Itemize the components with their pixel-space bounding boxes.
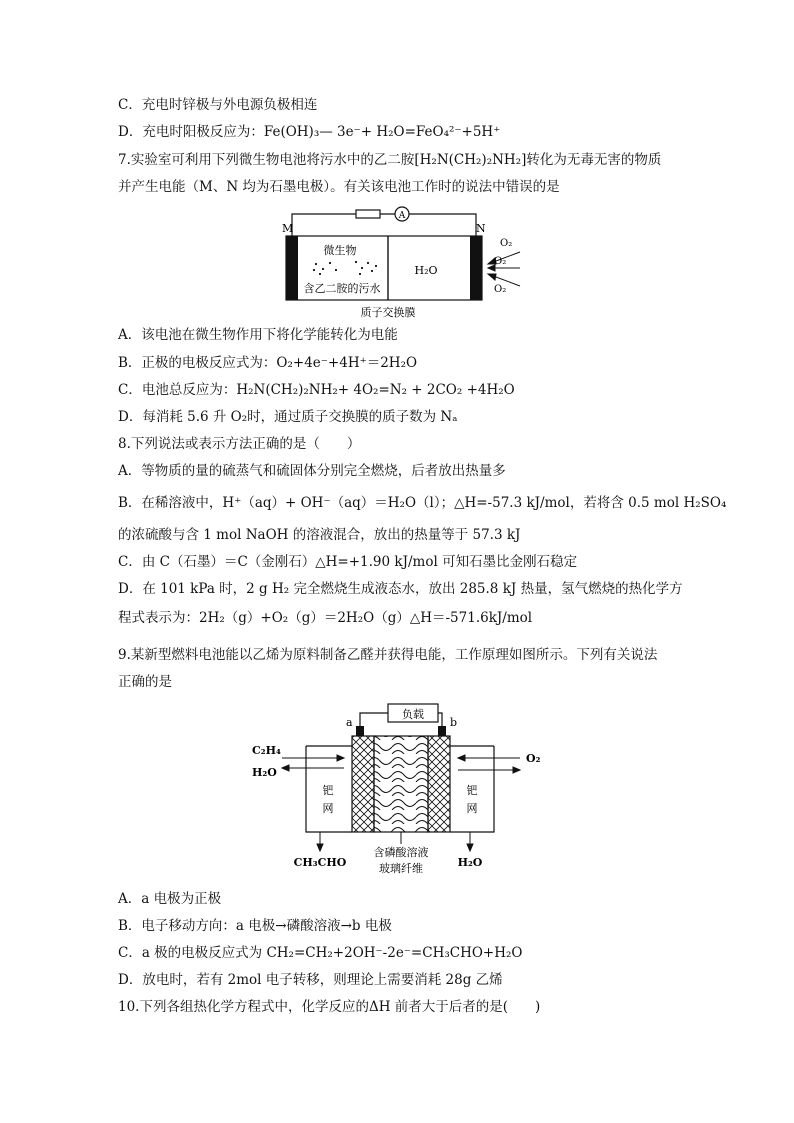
q9-pd-left-1: 钯	[322, 784, 334, 797]
q9-electrode-a-label: a	[346, 716, 353, 729]
q7-o2-label3: O₂	[494, 284, 507, 295]
q7-electrode-n-label: N	[476, 222, 486, 235]
q9-stem-line1: 9.某新型燃料电池能以乙烯为原料制备乙醛并获得电能，工作原理如图所示。下列有关说法	[118, 647, 658, 663]
q9-pd-right-1: 钯	[466, 784, 478, 797]
q7-wire	[292, 214, 476, 238]
q9-pd-left-2: 网	[322, 802, 334, 815]
q7-electrode-m	[286, 236, 298, 300]
q7-option-b: B．正极的电极反应式为：O₂+4e⁻+4H⁺＝2H₂O	[118, 355, 418, 371]
q9-in-right-o2: O₂	[526, 752, 541, 765]
q9-terminal-b	[438, 726, 446, 736]
q7-ammeter-label: A	[398, 211, 406, 221]
q9-electrolyte-label2: 玻璃纤维	[379, 862, 423, 875]
q7-right-label: H₂O	[414, 264, 438, 277]
q7-option-d: D．每消耗 5.6 升 O₂时，通过质子交换膜的质子数为 Nₐ	[118, 409, 458, 425]
q9-electrode-b-label: b	[450, 716, 458, 729]
q7-resistor	[356, 210, 380, 218]
q9-option-d: D．放电时，若有 2mol 电子转移，则理论上需要消耗 28g 乙烯	[118, 972, 503, 988]
q6-option-d: D．充电时阳极反应为：Fe(OH)₃— 3e⁻+ H₂O=FeO₄²⁻+5H⁺	[118, 124, 501, 140]
q8-option-c: C．由 C（石墨）＝C（金刚石）△H=+1.90 kJ/mol 可知石墨比金刚石稳定	[118, 554, 578, 570]
q9-in-left-c2h4: C₂H₄	[252, 744, 281, 757]
q9-option-a: A．a 电极为正极	[118, 891, 222, 907]
q9-load-label: 负载	[402, 708, 424, 721]
q9-electrolyte-label1: 含磷酸溶液	[373, 846, 429, 859]
q9-left-arrows	[282, 755, 344, 771]
q7-stem-line2: 并产生电能（M、N 均为石墨电极）。有关该电池工作时的说法中错误的是	[118, 179, 560, 195]
q9-cathode-pd	[428, 736, 450, 832]
q8-option-b-line2: 的浓硫酸与含 1 mol NaOH 的溶液混合，放出的热量等于 57.3 kJ	[118, 527, 521, 543]
q9-outlet-left	[317, 832, 323, 851]
q9-terminal-a	[356, 726, 364, 736]
q7-electrode-n	[470, 236, 482, 300]
q9-in-left-h2o: H₂O	[252, 766, 277, 779]
q7-figure-microbial-cell	[276, 200, 536, 322]
q9-figure-fuel-cell	[248, 698, 558, 880]
q9-stem-line2: 正确的是	[118, 674, 172, 690]
q6-option-c: C．充电时锌极与外电源负极相连	[118, 97, 318, 113]
q9-outlet-right	[467, 832, 473, 851]
q7-o2-label1: O₂	[500, 238, 513, 249]
q9-anode-pd	[352, 736, 374, 832]
q9-option-c: C．a 极的电极反应式为 CH₂=CH₂+2OH⁻-2e⁻=CH₃CHO+H₂O	[118, 945, 523, 961]
q7-stem-line1: 7.实验室可利用下列微生物电池将污水中的乙二胺[H₂N(CH₂)₂NH₂]转化为无毒无害的物质	[118, 152, 662, 168]
q7-option-c: C．电池总反应为：H₂N(CH₂)₂NH₂+ 4O₂=N₂ + 2CO₂ +4H₂O	[118, 382, 515, 398]
q9-right-arrows	[458, 755, 520, 773]
q9-electrolyte	[374, 736, 428, 832]
q7-electrode-m-label: M	[282, 222, 294, 235]
q8-option-d-line2: 程式表示为：2H₂（g）+O₂（g）＝2H₂O（g）△H＝-571.6kJ/mol	[118, 610, 533, 626]
q9-out-right-h2o: H₂O	[457, 856, 483, 869]
q7-left-label1: 微生物	[323, 244, 357, 257]
q10-stem: 10.下列各组热化学方程式中，化学反应的ΔH 前者大于后者的是( )	[118, 999, 541, 1015]
q8-option-b-line1: B．在稀溶液中，H⁺（aq）+ OH⁻（aq）＝H₂O（l）；△H=-57.3 kJ/mol，若将含 0.5 mol H₂SO₄	[118, 495, 727, 511]
q9-wire-left	[360, 713, 388, 730]
q9-out-left-ch3cho: CH₃CHO	[293, 856, 347, 869]
q7-left-label2: 含乙二胺的污水	[303, 282, 381, 295]
q7-membrane-label: 质子交换膜	[360, 306, 416, 319]
q8-option-d-line1: D．在 101 kPa 时，2 g H₂ 完全燃烧生成液态水，放出 285.8 kJ 热量，氢气燃烧的热化学方	[118, 581, 683, 597]
q9-pd-right-2: 网	[466, 802, 478, 815]
q8-option-a: A．等物质的量的硫蒸气和硫固体分别完全燃烧，后者放出热量多	[118, 463, 506, 479]
q7-option-a: A．该电池在微生物作用下将化学能转化为电能	[118, 327, 398, 343]
q9-option-b: B．电子移动方向：a 电极→磷酸溶液→b 电极	[118, 918, 392, 934]
q7-o2-label2: O₂	[494, 256, 507, 267]
q8-stem: 8.下列说法或表示方法正确的是（ ）	[118, 436, 361, 452]
